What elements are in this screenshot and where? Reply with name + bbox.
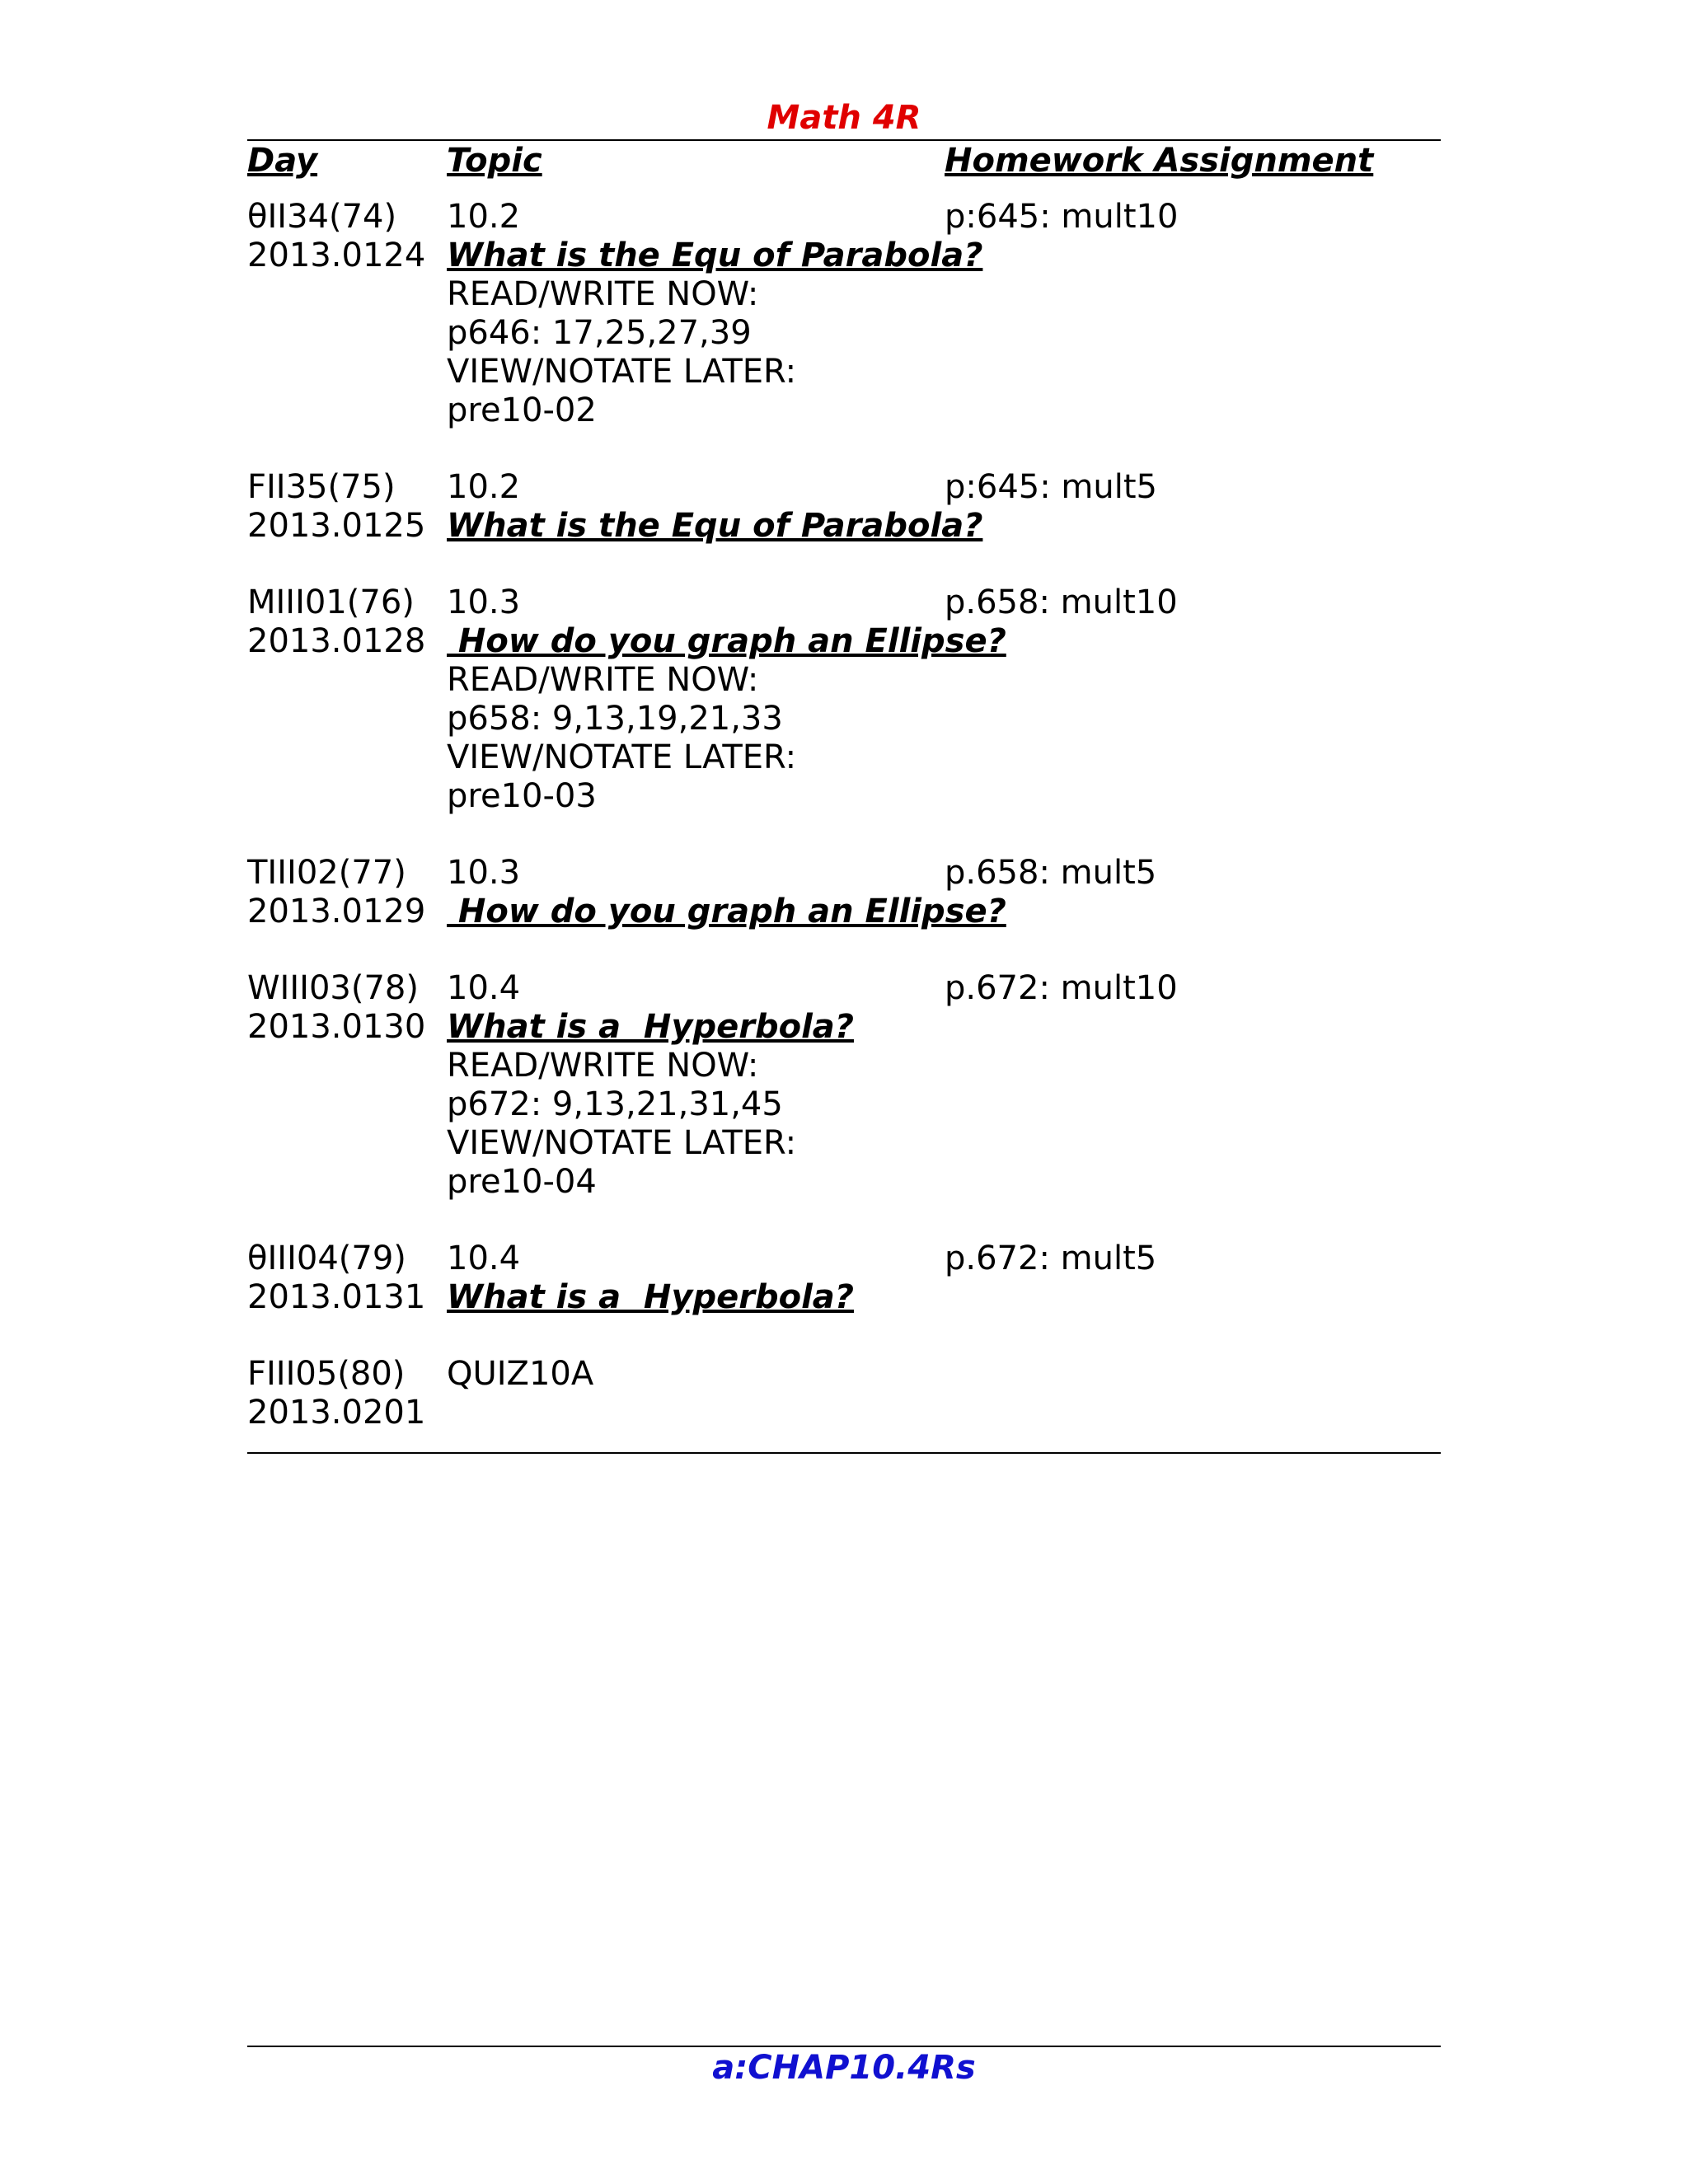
section-number: 10.4: [447, 1240, 521, 1277]
section-number: 10.2: [447, 468, 521, 506]
lesson-note: VIEW/NOTATE LATER:: [447, 353, 797, 391]
lesson-note: pre10-03: [447, 777, 597, 815]
entry-date: 2013.0130: [247, 1008, 426, 1046]
day-code: FII35(75): [247, 468, 396, 506]
lesson-note: VIEW/NOTATE LATER:: [447, 738, 797, 776]
spacer: [247, 275, 447, 314]
page-title: Math 4R: [767, 99, 921, 137]
day-code: MIII01(76): [247, 583, 415, 621]
homework-assignment: p:645: mult10: [945, 198, 1179, 236]
schedule-entry: [247, 583, 1441, 816]
table-bottom-rule: [247, 1452, 1441, 1454]
lesson-question: What is a Hyperbola?: [447, 1278, 854, 1316]
column-header-day: Day: [247, 142, 318, 180]
schedule-entry: [247, 1240, 1441, 1317]
section-number: 10.3: [447, 854, 521, 892]
lesson-note: p646: 17,25,27,39: [447, 314, 752, 352]
entry-date: 2013.0125: [247, 507, 426, 545]
entry-date: 2013.0131: [247, 1278, 426, 1316]
lesson-question: How do you graph an Ellipse?: [447, 893, 1006, 930]
day-code: TIII02(77): [247, 854, 406, 892]
column-header-homework: Homework Assignment: [945, 142, 1374, 180]
spacer: [247, 1085, 447, 1124]
section-number: 10.3: [447, 583, 521, 621]
day-code: FIII05(80): [247, 1355, 406, 1393]
entry-date: 2013.0128: [247, 622, 426, 660]
schedule-entry: [247, 198, 1441, 430]
entry-date: 2013.0129: [247, 893, 426, 930]
spacer: [247, 700, 447, 738]
spacer: [247, 661, 447, 700]
schedule-entry: [247, 969, 1441, 1202]
lesson-note: p672: 9,13,21,31,45: [447, 1085, 783, 1123]
spacer: [247, 314, 447, 353]
spacer: [247, 1163, 447, 1202]
spacer: [247, 353, 447, 391]
entry-date: 2013.0124: [247, 237, 426, 274]
lesson-question: What is a Hyperbola?: [447, 1008, 854, 1046]
homework-assignment: p.658: mult10: [945, 583, 1178, 621]
lesson-question: How do you graph an Ellipse?: [447, 622, 1006, 660]
spacer: [247, 391, 447, 430]
section-number: 10.2: [447, 198, 521, 236]
homework-assignment: p.672: mult10: [945, 969, 1178, 1007]
day-code: θIII04(79): [247, 1240, 406, 1277]
spacer: [247, 777, 447, 816]
lesson-note: READ/WRITE NOW:: [447, 1047, 759, 1085]
page-footer: a:CHAP10.4Rs: [712, 2049, 976, 2087]
day-code: WIII03(78): [247, 969, 419, 1007]
homework-assignment: p:645: mult5: [945, 468, 1157, 506]
schedule-entry: [247, 468, 1441, 546]
lesson-question: What is the Equ of Parabola?: [447, 507, 983, 545]
spacer: [247, 738, 447, 777]
lesson-note: p658: 9,13,19,21,33: [447, 700, 783, 738]
section-number: 10.4: [447, 969, 521, 1007]
homework-assignment: p.672: mult5: [945, 1240, 1157, 1277]
column-header-topic: Topic: [447, 142, 542, 180]
day-code: θII34(74): [247, 198, 397, 236]
homework-assignment: p.658: mult5: [945, 854, 1157, 892]
lesson-note: VIEW/NOTATE LATER:: [447, 1124, 797, 1162]
lesson-note: READ/WRITE NOW:: [447, 275, 759, 313]
entry-date: 2013.0201: [247, 1394, 426, 1432]
schedule-entry: [247, 854, 1441, 931]
spacer: [247, 1124, 447, 1163]
homework-assignment: [945, 1355, 1441, 1394]
section-number: QUIZ10A: [447, 1355, 594, 1393]
spacer: [247, 1047, 447, 1085]
lesson-question: What is the Equ of Parabola?: [447, 237, 983, 274]
schedule-entries: [247, 198, 1441, 1470]
lesson-note: READ/WRITE NOW:: [447, 661, 759, 699]
lesson-note: pre10-04: [447, 1163, 597, 1201]
lesson-note: pre10-02: [447, 391, 597, 429]
schedule-entry: [247, 1355, 1441, 1432]
